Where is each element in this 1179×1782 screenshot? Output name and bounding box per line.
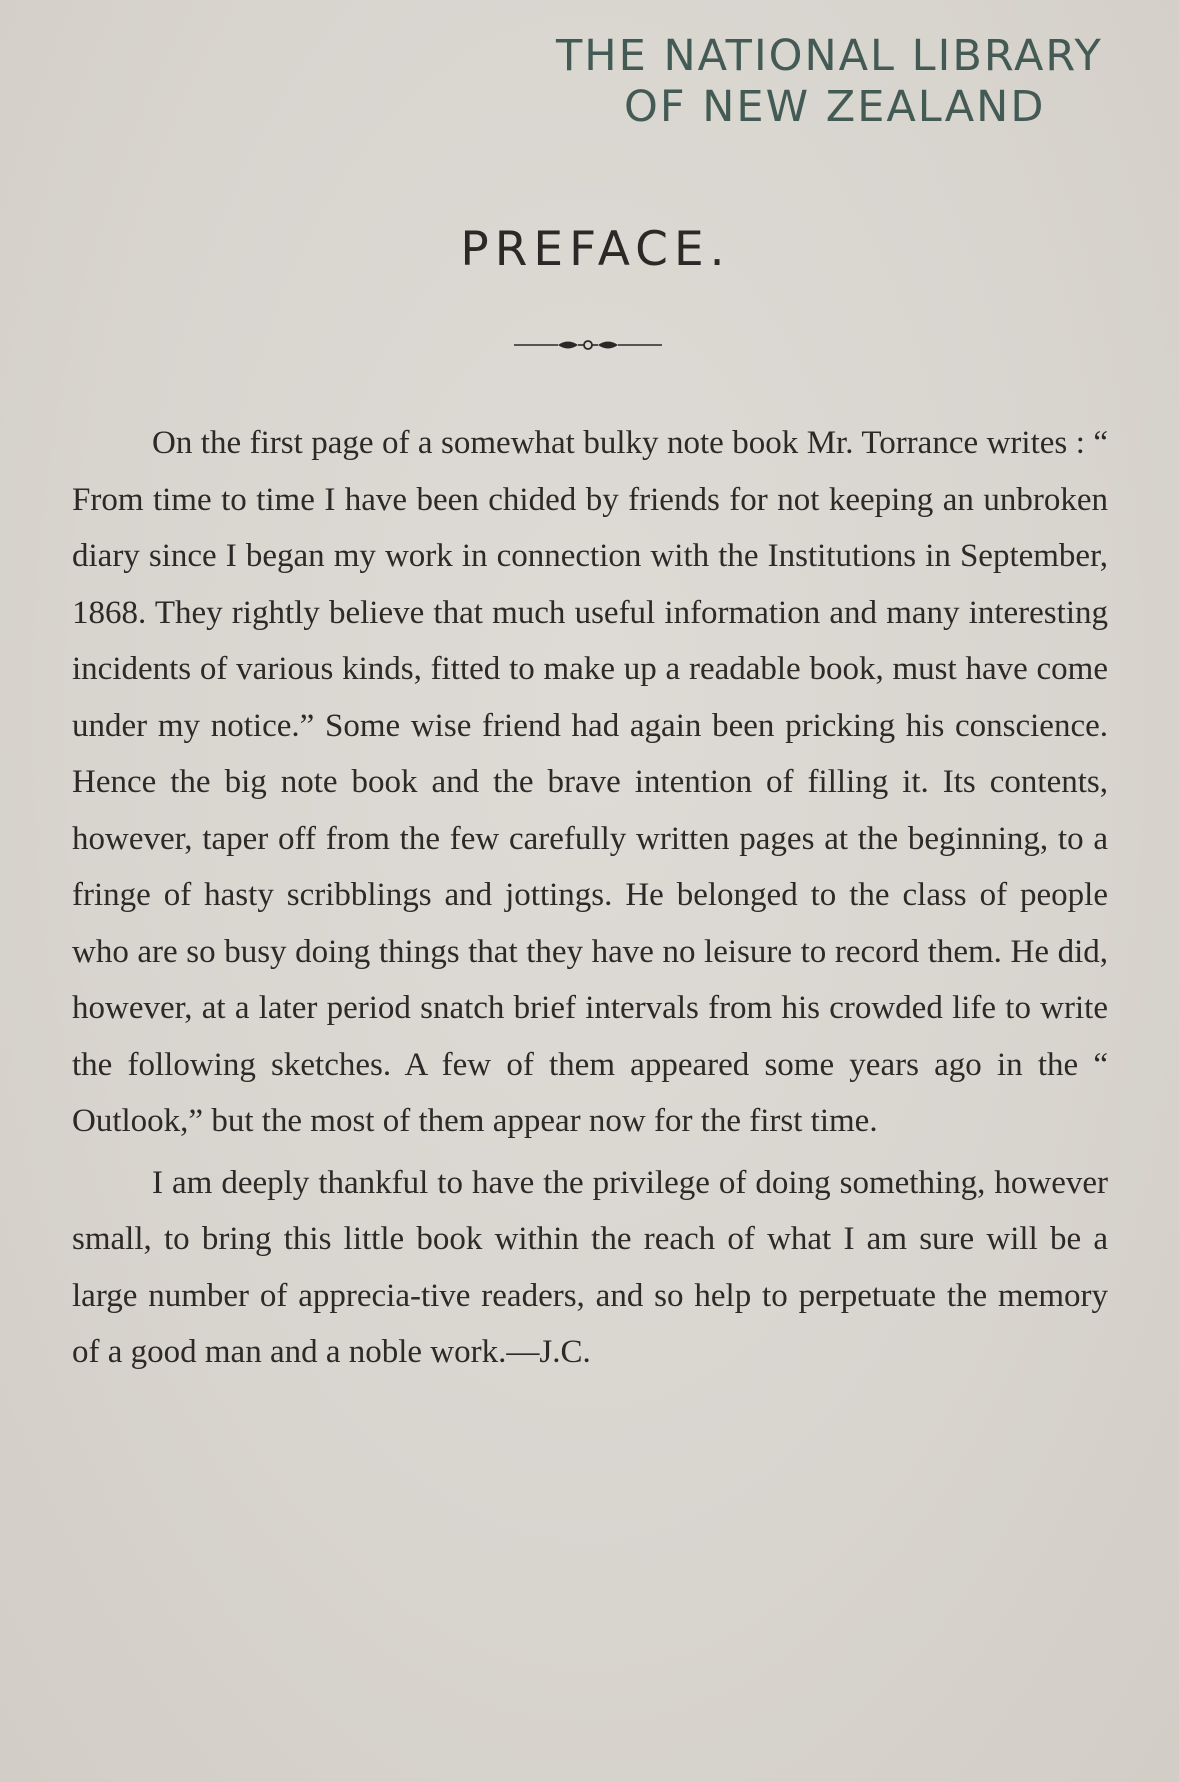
ornament-divider xyxy=(512,334,664,356)
page-title: PREFACE. xyxy=(460,222,731,277)
preface-body xyxy=(72,415,1108,1381)
preface-paragraph-2: I am deeply thankful to have the privilege of doing something, however small, to bring this little book within the reach of what I am sure will be a large number of apprecia-tive readers, and so help to perpetuate the memory of a good man and a noble work.—J.C. xyxy=(72,1164,1108,1370)
stamp-line-1: THE NATIONAL LIBRARY xyxy=(556,31,1103,81)
stamp-line-2: OF NEW ZEALAND xyxy=(624,82,1046,132)
preface-paragraph-1: On the first page of a somewhat bulky note book Mr. Torrance writes : “ From time to time I have been chided by friends for not keeping an unbroken diary since I began my work in connection with the Institutions in September, 1868. They rightly believe that much useful information and many interesting incidents of various kinds, fitted to make up a readable book, must have come under my notice.” Some wise friend had again been pricking his conscience. Hence the big note book and the brave intention of filling it. Its contents, however, taper off from the few carefully written pages at the beginning, to a fringe of hasty scribblings and jottings. He belonged to the class of people who are so busy doing things that they have no leisure to record them. He did, however, at a later period snatch brief intervals from his crowded life to write the following sketches. A few of them appeared some years ago in the “ Outlook,” but the most of them appear now for the first time. xyxy=(72,425,1108,1139)
